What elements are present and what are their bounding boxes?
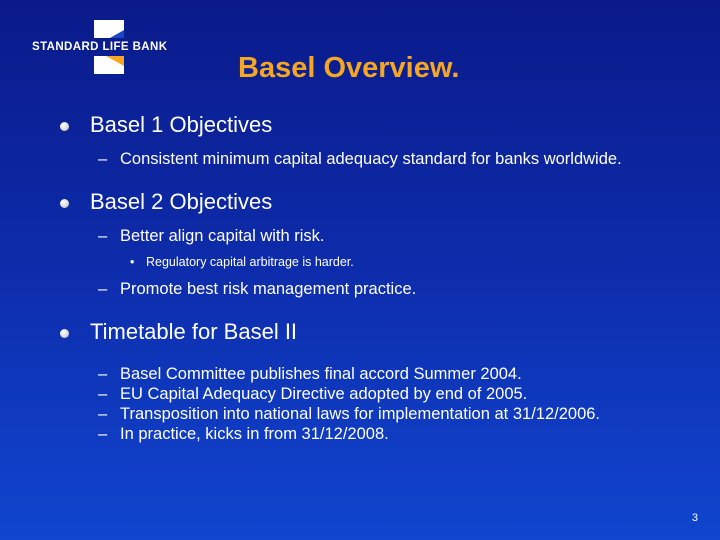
slide-content [58, 112, 678, 445]
logo-flag-bottom-icon [94, 56, 124, 74]
sub-bullet-text: Transposition into national laws for implementation at 31/12/2006. [120, 405, 601, 423]
sub-bullet-text: Basel Committee publishes final accord Summer 2004. [120, 365, 522, 383]
sub-bullet [58, 385, 678, 404]
page-number: 3 [691, 512, 698, 524]
slide-title: Basel Overview. [238, 52, 460, 84]
sub-bullet-text: Consistent minimum capital adequacy standard for banks worldwide. [120, 150, 622, 168]
sub-bullet [58, 405, 678, 424]
bullet-heading: Timetable for Basel II [90, 319, 298, 344]
standard-life-bank-logo [32, 18, 192, 80]
sub-bullet-text: EU Capital Adequacy Directive adopted by end of 2005. [120, 385, 528, 403]
sub-bullet [58, 365, 678, 384]
bullet-basel2 [58, 189, 678, 215]
dash-icon: – [98, 425, 108, 443]
bullet-basel1 [58, 112, 678, 138]
dash-icon: – [98, 365, 108, 383]
logo-flag-top-icon [94, 20, 124, 38]
sub-sub-bullet-text: Regulatory capital arbitrage is harder. [146, 255, 354, 269]
sub-bullet [58, 150, 678, 169]
dash-icon: – [98, 280, 108, 298]
dash-icon: – [98, 227, 108, 245]
bullet-dot-icon [60, 122, 69, 131]
small-bullet-icon: • [130, 255, 135, 269]
sub-bullet-text: In practice, kicks in from 31/12/2008. [120, 425, 389, 443]
sub-bullet-text: Better align capital with risk. [120, 227, 325, 245]
bullet-timetable [58, 319, 678, 345]
sub-sub-bullet [58, 254, 678, 270]
bullet-heading: Basel 1 Objectives [90, 112, 273, 137]
logo-text: STANDARD LIFE BANK [32, 41, 168, 53]
bullet-heading: Basel 2 Objectives [90, 189, 273, 214]
sub-bullet-text: Promote best risk management practice. [120, 280, 417, 298]
bullet-dot-icon [60, 329, 69, 338]
sub-bullet [58, 227, 678, 246]
sub-bullet [58, 280, 678, 299]
dash-icon: – [98, 385, 108, 403]
dash-icon: – [98, 405, 108, 423]
bullet-dot-icon [60, 199, 69, 208]
dash-icon: – [98, 150, 108, 168]
sub-bullet [58, 425, 678, 444]
